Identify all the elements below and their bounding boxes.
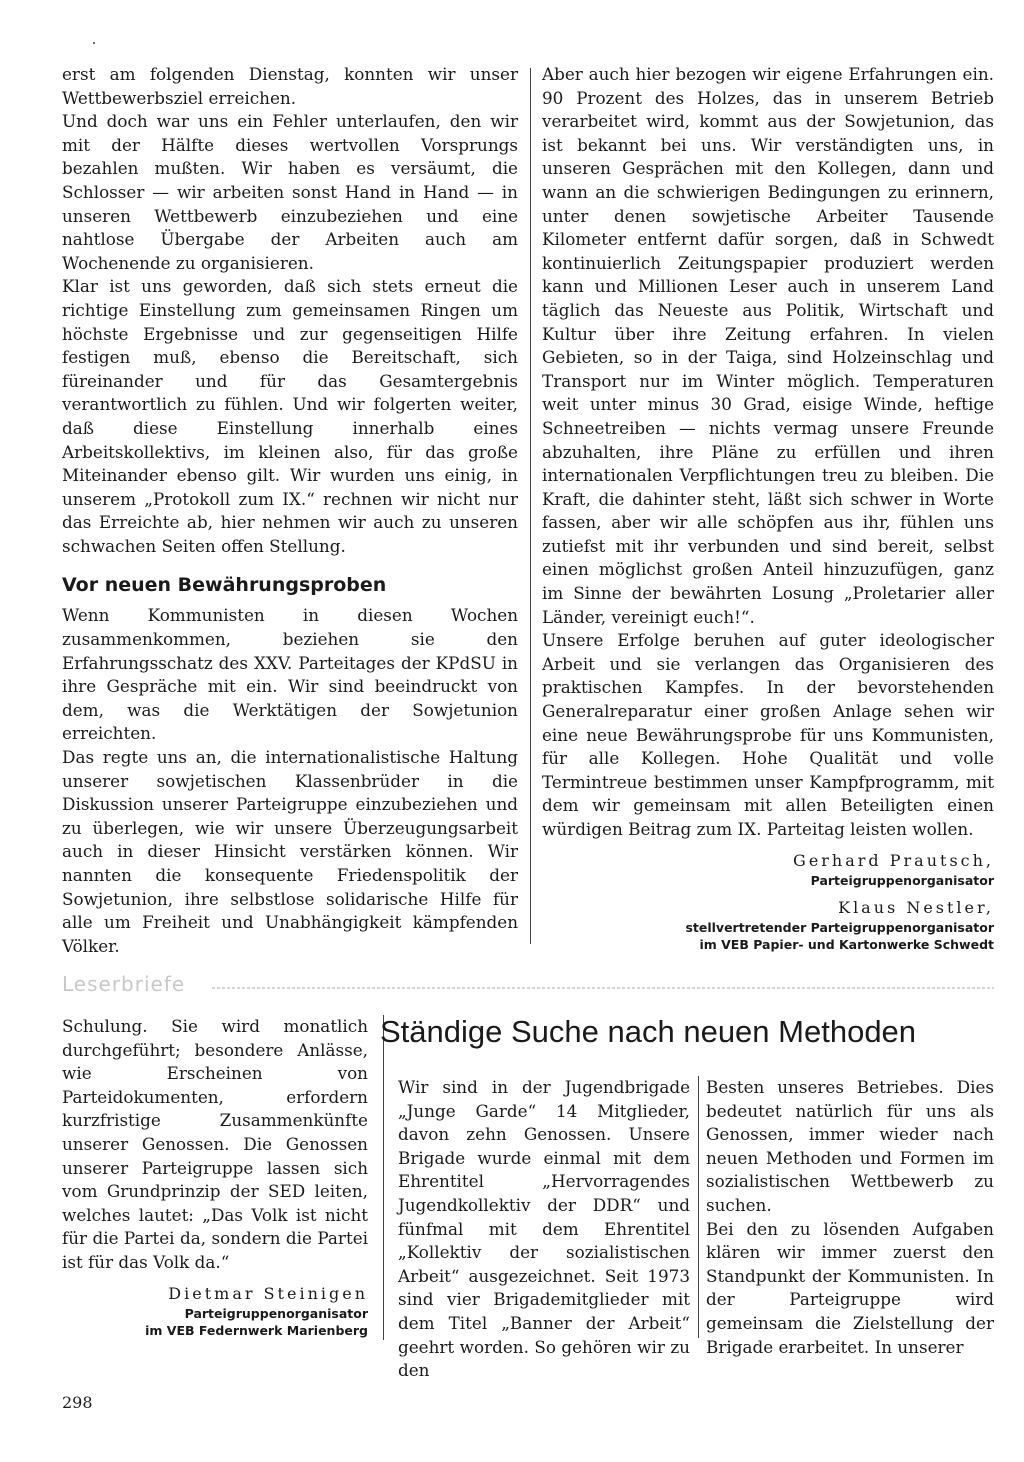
- column-divider: [383, 1015, 384, 1340]
- upper-right-column: [542, 63, 994, 953]
- paragraph: Unsere Erfolge beruhen auf guter ideologischer Arbeit und sie verlangen das Organisieren des praktischen Kampfes. In der bevorstehenden Generalreparatur einer großen Anlage sehen wir eine neue Bewährungsprobe für uns Kommunisten, für alle Kollegen. Hohe Qualität und volle Termintreue bestimmen unser Kampfprogramm, mit dem wir gemeinsam mit allen Beteiligten einen würdigen Beitrag zum IX. Parteitag leisten wollen.: [542, 630, 994, 839]
- lower-left-column: [62, 1015, 368, 1339]
- paragraph: Klar ist uns geworden, daß sich stets erneut die richtige Einstellung zum gemeinsamen Ringen um höchste Ergebnisse und zur gegenseitigen Hilfe festigen muß, ebenso die Bereitschaft, sich füreinander und für das Gesamtergebnis verantwortlich zu fühlen. Und wir folgerten weiter, daß diese Einstellung innerhalb eines Arbeitskollektivs, im kleinen also, für das große Miteinander ebenso gilt. Wir wurden uns einig, in unserem „Protokoll zum IX.“ rechnen wir nicht nur das Erreichte ab, hier nehmen wir auch zu unseren schwachen Seiten offen Stellung.: [62, 276, 518, 556]
- upper-left-column: [62, 63, 518, 958]
- signature-name: Dietmar Steinigen: [168, 1283, 368, 1303]
- signature-role: stellvertretender Parteigruppenorganisator: [685, 919, 994, 935]
- section-label: Leserbriefe: [62, 972, 186, 996]
- page-number: 298: [62, 1393, 93, 1412]
- signature-role: Parteigruppenorganisator: [810, 872, 994, 888]
- section-rule: [212, 987, 994, 989]
- stray-mark: [93, 42, 95, 44]
- signature-role: Parteigruppenorganisator: [184, 1305, 368, 1321]
- paragraph: Wir sind in der Jugendbrigade „Junge Garde“ 14 Mitglieder, davon zehn Genossen. Unsere Brigade wurde einmal mit dem Ehrentitel „Hervorragendes Jugendkollektiv der DDR“ und fünfmal mit dem Ehrentitel „Kollektiv der sozialistischen Arbeit“ ausgezeichnet. Seit 1973 sind vier Brigademitglieder mit dem Titel „Banner der Arbeit“ geehrt worden. So gehören wir zu den: [398, 1077, 690, 1381]
- signature-block: [542, 850, 994, 953]
- paragraph: Wenn Kommunisten in diesen Wochen zusammenkommen, beziehen sie den Erfahrungsschatz des XXV. Parteitages der KPdSU in ihre Gespräche mit ein. Wir sind beeindruckt von dem, was die Werktätigen der Sowjetunion erreichten.: [62, 605, 518, 744]
- paragraph: Bei den zu lösenden Aufgaben klären wir immer zuerst den Standpunkt der Kommunisten. In der Parteigruppe wird gemeinsam die Zielstellung der Brigade erarbeitet. In unserer: [706, 1218, 994, 1357]
- lower-right-column: [706, 1076, 994, 1359]
- column-divider: [698, 1076, 699, 1338]
- signature-name: Klaus Nestler,: [838, 897, 994, 917]
- signature-affiliation: im VEB Federnwerk Marienberg: [145, 1322, 368, 1338]
- column-divider: [530, 68, 531, 944]
- signature-name: Gerhard Prautsch,: [793, 850, 994, 870]
- signature-affiliation: im VEB Papier- und Kartonwerke Schwedt: [699, 936, 994, 952]
- section-subheading: Vor neuen Bewährungsproben: [62, 574, 387, 597]
- signature-block: [62, 1283, 368, 1339]
- paragraph: erst am folgenden Dienstag, konnten wir unser Wettbewerbsziel erreichen.: [62, 64, 518, 108]
- lower-middle-column: [398, 1076, 690, 1383]
- paragraph: Und doch war uns ein Fehler unterlaufen, den wir mit der Hälfte dieses wertvollen Vorsprungs bezahlen mußten. Wir haben es versäumt, die Schlosser — wir arbeiten sonst Hand in Hand — in unseren Wettbewerb einzubeziehen und eine nahtlose Übergabe der Arbeiten auch am Wochenende zu organisieren.: [62, 111, 518, 273]
- paragraph: Besten unseres Betriebes. Dies bedeutet natürlich für uns als Genossen, immer wieder nach neuen Methoden und Formen im sozialistischen Wettbewerb zu suchen.: [706, 1077, 994, 1215]
- paragraph: Schulung. Sie wird monatlich durchgeführt; besondere Anlässe, wie Erscheinen von Parteidokumenten, erfordern kurzfristige Zusammenkünfte unserer Genossen. Die Genossen unserer Parteigruppe lassen sich vom Grundprinzip der SED leiten, welches lautet: „Das Volk ist nicht für die Partei da, sondern die Partei ist für das Volk da.“: [62, 1016, 368, 1272]
- paragraph: Aber auch hier bezogen wir eigene Erfahrungen ein. 90 Prozent des Holzes, das in unserem Betrieb verarbeitet wird, kommt aus der Sowjetunion, das ist bekannt bei uns. Wir verständigten uns, in unseren Gesprächen mit den Kollegen, dann und wann an die schwierigen Bedingungen zu erinnern, unter denen sowjetische Arbeiter Tausende Kilometer entfernt dafür sorgen, daß in Schwedt kontinuierlich Zeitungspapier produziert werden kann und Millionen Leser auch in unserem Land täglich das Neueste aus Politik, Wirtschaft und Kultur über ihre Zeitung erfahren. In vielen Gebieten, so in der Taiga, sind Holzeinschlag und Transport nur im Winter möglich. Temperaturen weit unter minus 30 Grad, eisige Winde, heftige Schneetreiben — nichts vermag unsere Freunde abzuhalten, ihre Pläne zu erfüllen und ihren internationalen Verpflichtungen treu zu bleiben. Die Kraft, die dahinter steht, läßt sich schwer in Worte fassen, aber wir alle schöpfen aus ihr, fühlen uns zutiefst mit ihr verbunden und sind bereit, selbst einen möglichst großen Anteil hinzuzufügen, ganz im Sinne der bewährten Losung „Proletarier aller Länder, vereinigt euch!“.: [542, 64, 994, 627]
- article-title: Ständige Suche nach neuen Methoden: [380, 1014, 917, 1049]
- paragraph: Das regte uns an, die internationalistische Haltung unserer sowjetischen Klassenbrüder in die Diskussion unserer Parteigruppe einzubeziehen und zu überlegen, wie wir unsere Überzeugungsarbeit auch in dieser Hinsicht verstärken können. Wir nannten die konsequente Friedenspolitik der Sowjetunion, ihre selbstlose solidarische Hilfe für alle um Freiheit und Unabhängigkeit kämpfenden Völker.: [62, 747, 518, 956]
